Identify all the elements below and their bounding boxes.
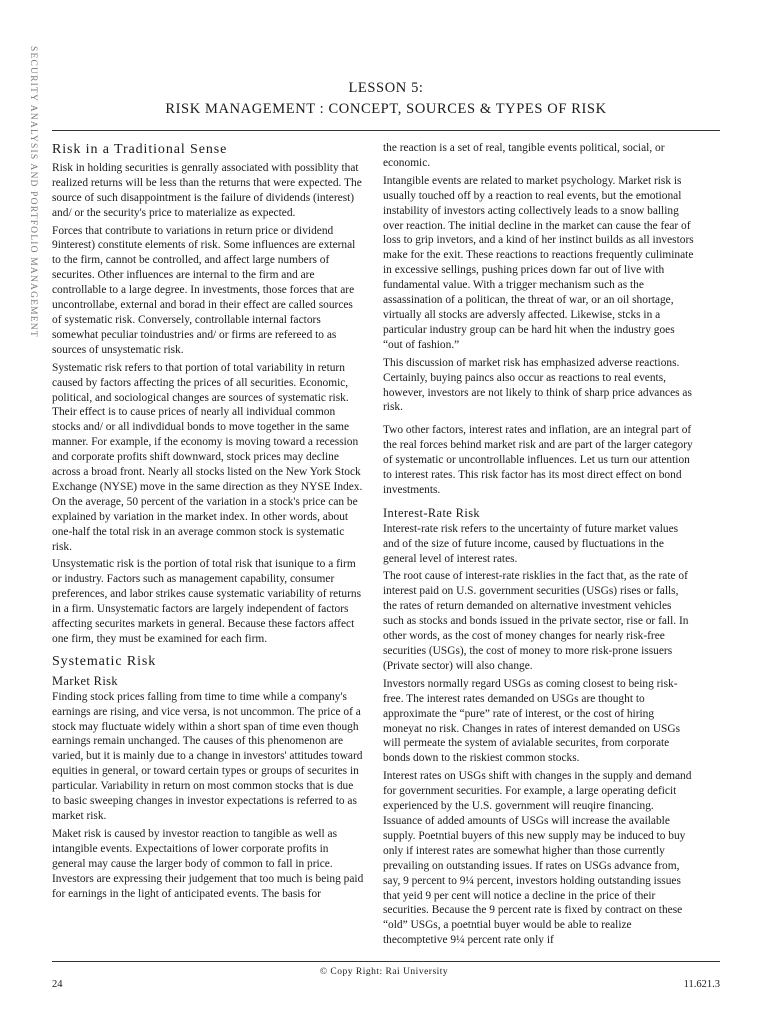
left-column <box>52 141 364 904</box>
right-column <box>383 141 695 951</box>
paragraph: Interest rates on USGs shift with changes in the supply and demand for government securities. For example, a large operating deficit experienced by the U.S. government will reuqire financing. Issuance of added amounts of USGs will increase the available supply. Poetntial buyers of this new supply may be induced to buy only if interest rates are somewhat higher than those currently prevailing on outstanding issues. If rates on USGs advance from, say, 9 percent to 9¼ percent, investors holding outstanding issues that yeid 9 per cent will notice a decline in the price of their securities. Because the 9 percent rate is fixed by contract on these “old” USGs, a poetntial buyer would be able to realize thecomptetive 9¼ percent rate only if <box>383 770 692 947</box>
header-rule <box>52 130 720 131</box>
paragraph: Unsystematic risk is the portion of total risk that isunique to a firm or industry. Factors such as management capability, consumer preferences, and labor strikes cause systematic variability of returns in a firm. Unsystematic factors are largely independent of factors affecting securites markets in general. Because these factors affect one firm, they must be examined for each firm. <box>52 558 362 645</box>
footer-rule <box>52 961 720 962</box>
paragraph: Interest-rate risk refers to the uncertainty of future market values and of the size of future income, caused by fluctuations in the general level of interest rates. <box>383 522 679 565</box>
heading-traditional-risk: Risk in a Traditional Sense <box>52 142 228 157</box>
copyright-notice: © Copy Right: Rai University <box>319 967 449 977</box>
document-code: 11.621.3 <box>683 979 720 990</box>
paragraph: Risk in holding securities is genrally associated with possiblity that realized returns will be less than the returns that were expected. The source of such disappointment is the failure of dividends (interest) and/ or the security's price to materialize as expected. <box>52 161 362 219</box>
paragraph: Forces that contribute to variations in return price or dividend 9interest) constitute elements of risk. Some influences are external to the firm, cannot be controlled, and affect large numbers of securites. Other influences are internal to the firm and are controllable to a large degree. In investments, those forces that are uncontrollabe, external and borad in their effect are called sources of systematic risk. Conversely, controllable internal factors somewhat peculiar toindustries and/ or firms are refereed to as sources of unsystematic risk. <box>52 224 356 356</box>
paragraph: The root cause of interest-rate risklies in the fact that, as the rate of interest paid on U.S. government securities (USGs) rises or falls, the rates of return demanded on alternative investment vehicles such as stocks and bonds issued in the private sector, rise or fall. In other words, as the cost of money changes for nearly risk-free securities (USGs), the cost of money to more risk-prone issuers (Private sector) will also change. <box>383 570 689 672</box>
heading-market-risk: Market Risk <box>52 673 119 688</box>
page-header <box>52 78 720 120</box>
paragraph: Two other factors, interest rates and inflation, are an integral part of the real forces behind market risk and are part of the larger category of systematic or uncontrollable influences. Let us turn our attention to interest rates. This risk factor has its most direct effect on bond investments. <box>383 424 693 496</box>
paragraph: the reaction is a set of real, tangible events political, social, or economic. <box>383 142 665 169</box>
running-side-title: SECURITY ANALYSIS AND PORTFOLIO MANAGEMENT <box>28 46 38 338</box>
paragraph: Finding stock prices falling from time to time while a company's earnings are rising, and vice versa, is not uncommon. The price of a stock may fluctuate widely within a short span of time even though earnings remain unchanged. The causes of this phenomenon are varied, but it is mainly due to a change in investors' attitudes toward equities in general, or toward certain types or groups of securites in particular. Variability in return on most common stocks that is due to basic sweeping changes in investor expectations is referred to as market risk. <box>52 690 363 822</box>
page-number: 24 <box>52 979 63 990</box>
heading-interest-rate-risk: Interest-Rate Risk <box>383 505 481 520</box>
paragraph: Investors normally regard USGs as coming closest to being risk-free. The interest rates demanded on USGs are thought to approximate the “pure” rate of interest, or the cost of hiring moneyat no risk. Changes in rates of interest demanded on USGs will permeate the system of avialable securites, from corporate bonds down to the riskiest common stocks. <box>383 677 681 765</box>
paragraph: Systematic risk refers to that portion of total variability in return caused by factors affecting the prices of all securities. Economic, political, and sociological changes are sources of systematic risk. Their effect is to cause prices of nearly all individual common stocks and/ or all indivdidual bonds to move together in the same manner. For example, if the economy is moving toward a recession and corporate profits shift downward, stock prices may decline across a broad front. Nearly all stocks listed on the New York Stock Exchange (NYSE) move in the same direction as they NYSE Index. On the average, 50 percent of the variation in a stock's price can be explained by variation in the market index. In other words, about one-half the total risk in an average common stock is systematic risk. <box>52 361 363 553</box>
heading-systematic-risk: Systematic Risk <box>52 653 157 669</box>
lesson-number: LESSON 5: <box>348 80 424 96</box>
paragraph: Intangible events are related to market psychology. Market risk is usually touched off by a reaction to real events, but the emotional instability of investors acting collectively leads to a snow balling over reaction. The initial decline in the market can cause the fear of loss to grip invetors, and a kind of her instinct builds as all investors make for the exit. These reactions to reactions frequently culiminate in excessive sellings, pushing prices down far out of live with fundamental value. With a trigger mechanism such as the assassination of a politican, the threat of war, or an oil shortage, virtually all stocks are adversly affected. Likewise, stcks in a particular industry group can be hard hit when the industry goes “out of fashion.” <box>383 174 694 351</box>
paragraph: Maket risk is caused by investor reaction to tangible as well as intangible events. Expectaitions of lower corporate profits in general may cause the larger body of common to fall in price. Investors are expressing their judgement that too much is being paid for earnings in the light of anticipated events. The basis for <box>52 827 364 900</box>
paragraph: This discussion of market risk has emphasized adverse reactions. Certainly, buying paincs also occur as reactions to real events, however, investors are not likely to think of sharp price advances as risk. <box>383 356 692 414</box>
lesson-title: RISK MANAGEMENT : CONCEPT, SOURCES & TYPES OF RISK <box>165 101 607 117</box>
